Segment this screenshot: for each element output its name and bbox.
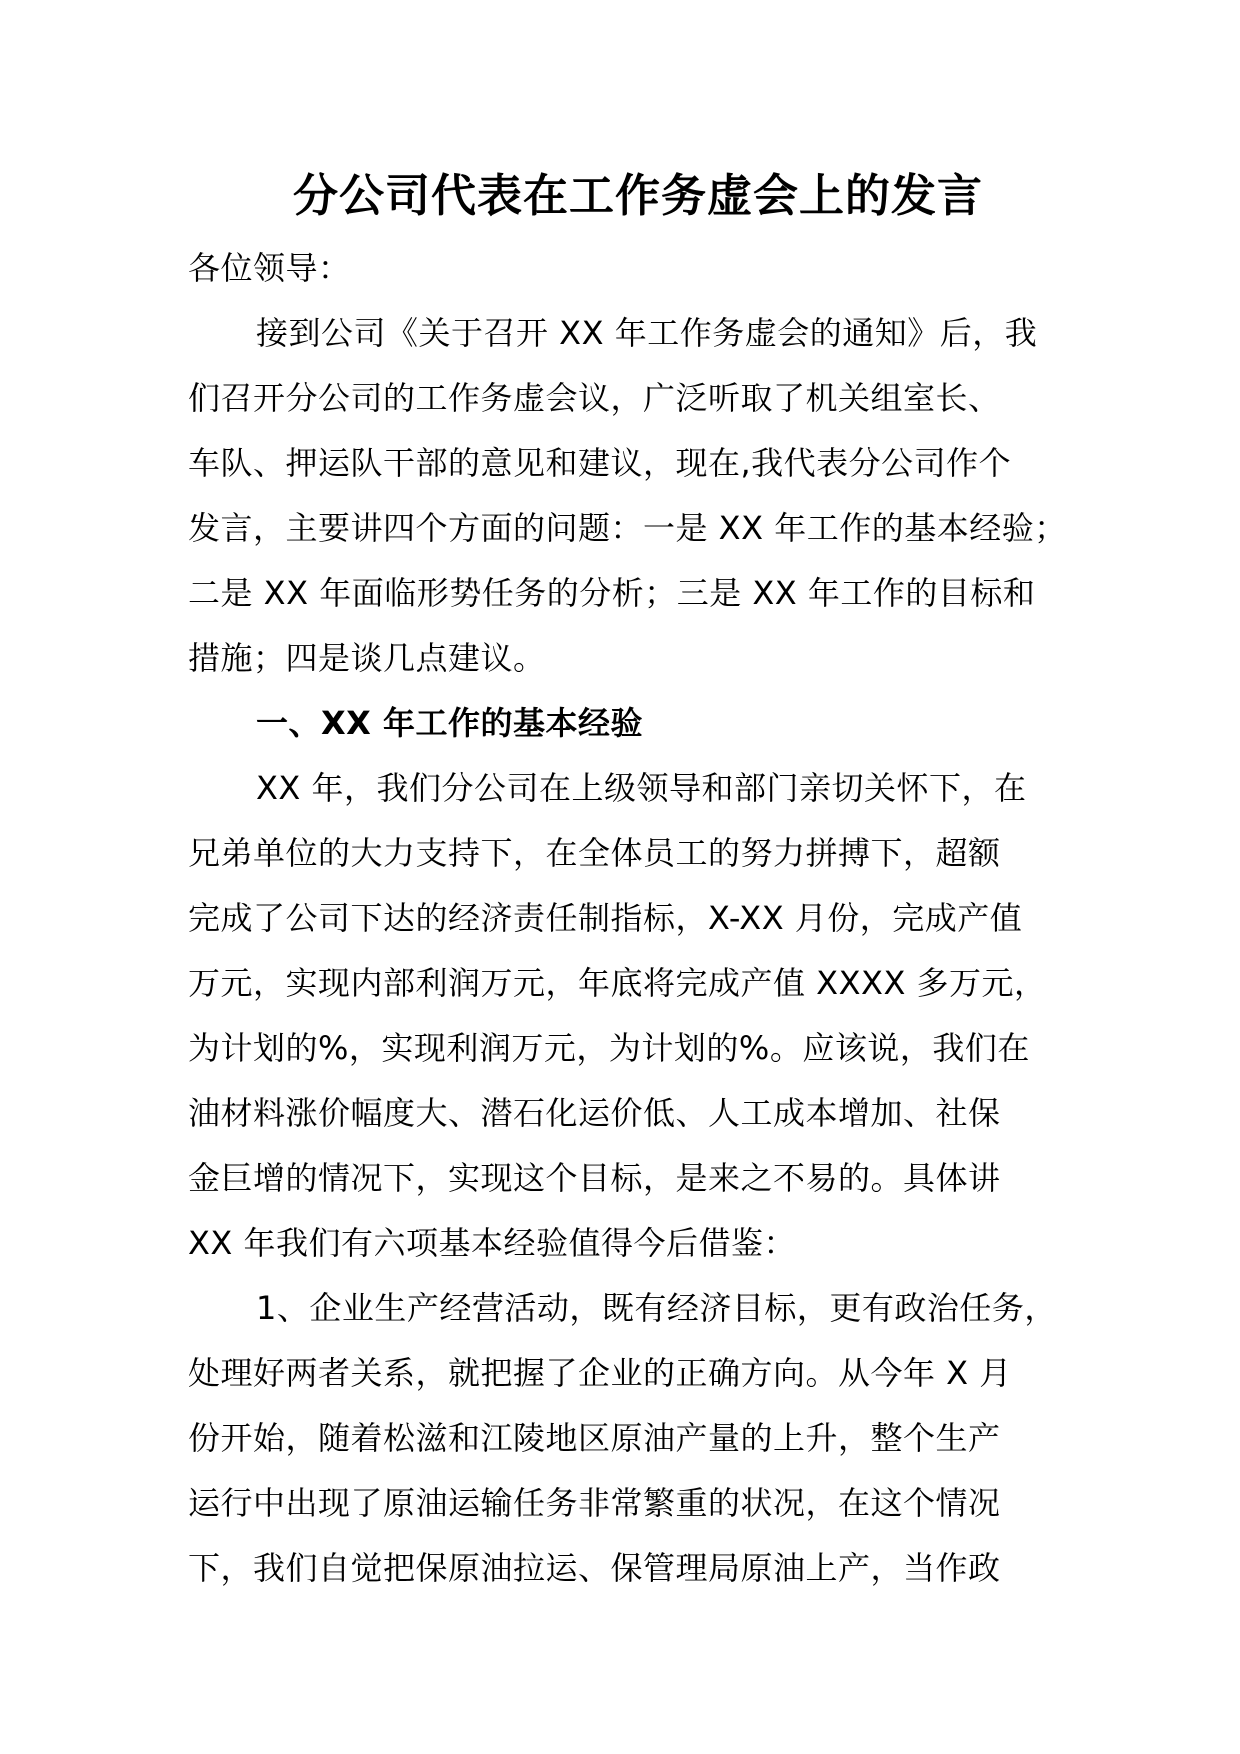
text-line: 措施；四是谈几点建议。 [188, 639, 546, 677]
text-line: 车队、押运队干部的意见和建议，现在,我代表分公司作个 [188, 444, 1012, 482]
text-line: 发言，主要讲四个方面的问题：一是 XX 年工作的基本经验； [188, 509, 1067, 547]
text-line: 下，我们自觉把保原油拉运、保管理局原油上产，当作政 [188, 1549, 1001, 1587]
paragraph-item-1 [188, 1276, 1088, 1601]
text-line: XX 年我们有六项基本经验值得今后借鉴： [188, 1224, 797, 1262]
document-title: 分公司代表在工作务虚会上的发言 [292, 169, 983, 222]
text-line: 接到公司《关于召开 XX 年工作务虚会的通知》后，我 [256, 314, 1038, 352]
text-line: 为计划的%，实现利润万元，为计划的%。应该说，我们在 [188, 1029, 1030, 1067]
text-line: 兄弟单位的大力支持下，在全体员工的努力拼搏下，超额 [188, 834, 1001, 872]
text-line: 处理好两者关系，就把握了企业的正确方向。从今年 X 月 [188, 1354, 1012, 1392]
paragraph-intro [188, 301, 1088, 691]
text-line: 份开始，随着松滋和江陵地区原油产量的上升，整个生产 [188, 1419, 1001, 1457]
text-line: 们召开分公司的工作务虚会议，广泛听取了机关组室长、 [188, 379, 1001, 417]
salutation: 各位领导： [188, 249, 351, 287]
paragraph-experience [188, 756, 1088, 1276]
text-line: 金巨增的情况下，实现这个目标，是来之不易的。具体讲 [188, 1159, 1001, 1197]
text-line: 运行中出现了原油运输任务非常繁重的状况，在这个情况 [188, 1484, 1001, 1522]
text-line: XX 年，我们分公司在上级领导和部门亲切关怀下，在 [256, 769, 1027, 807]
text-line: 万元，实现内部利润万元，年底将完成产值 XXXX 多万元， [188, 964, 1047, 1002]
text-line: 二是 XX 年面临形势任务的分析；三是 XX 年工作的目标和 [188, 574, 1036, 612]
document-page [188, 160, 1088, 1601]
text-line: 完成了公司下达的经济责任制指标，X-XX 月份，完成产值 [188, 899, 1023, 937]
section-heading: 一、XX 年工作的基本经验 [256, 704, 643, 742]
text-line: 1、企业生产经营活动，既有经济目标，更有政治任务， [256, 1289, 1057, 1327]
text-line: 油材料涨价幅度大、潜石化运价低、人工成本增加、社保 [188, 1094, 1001, 1132]
